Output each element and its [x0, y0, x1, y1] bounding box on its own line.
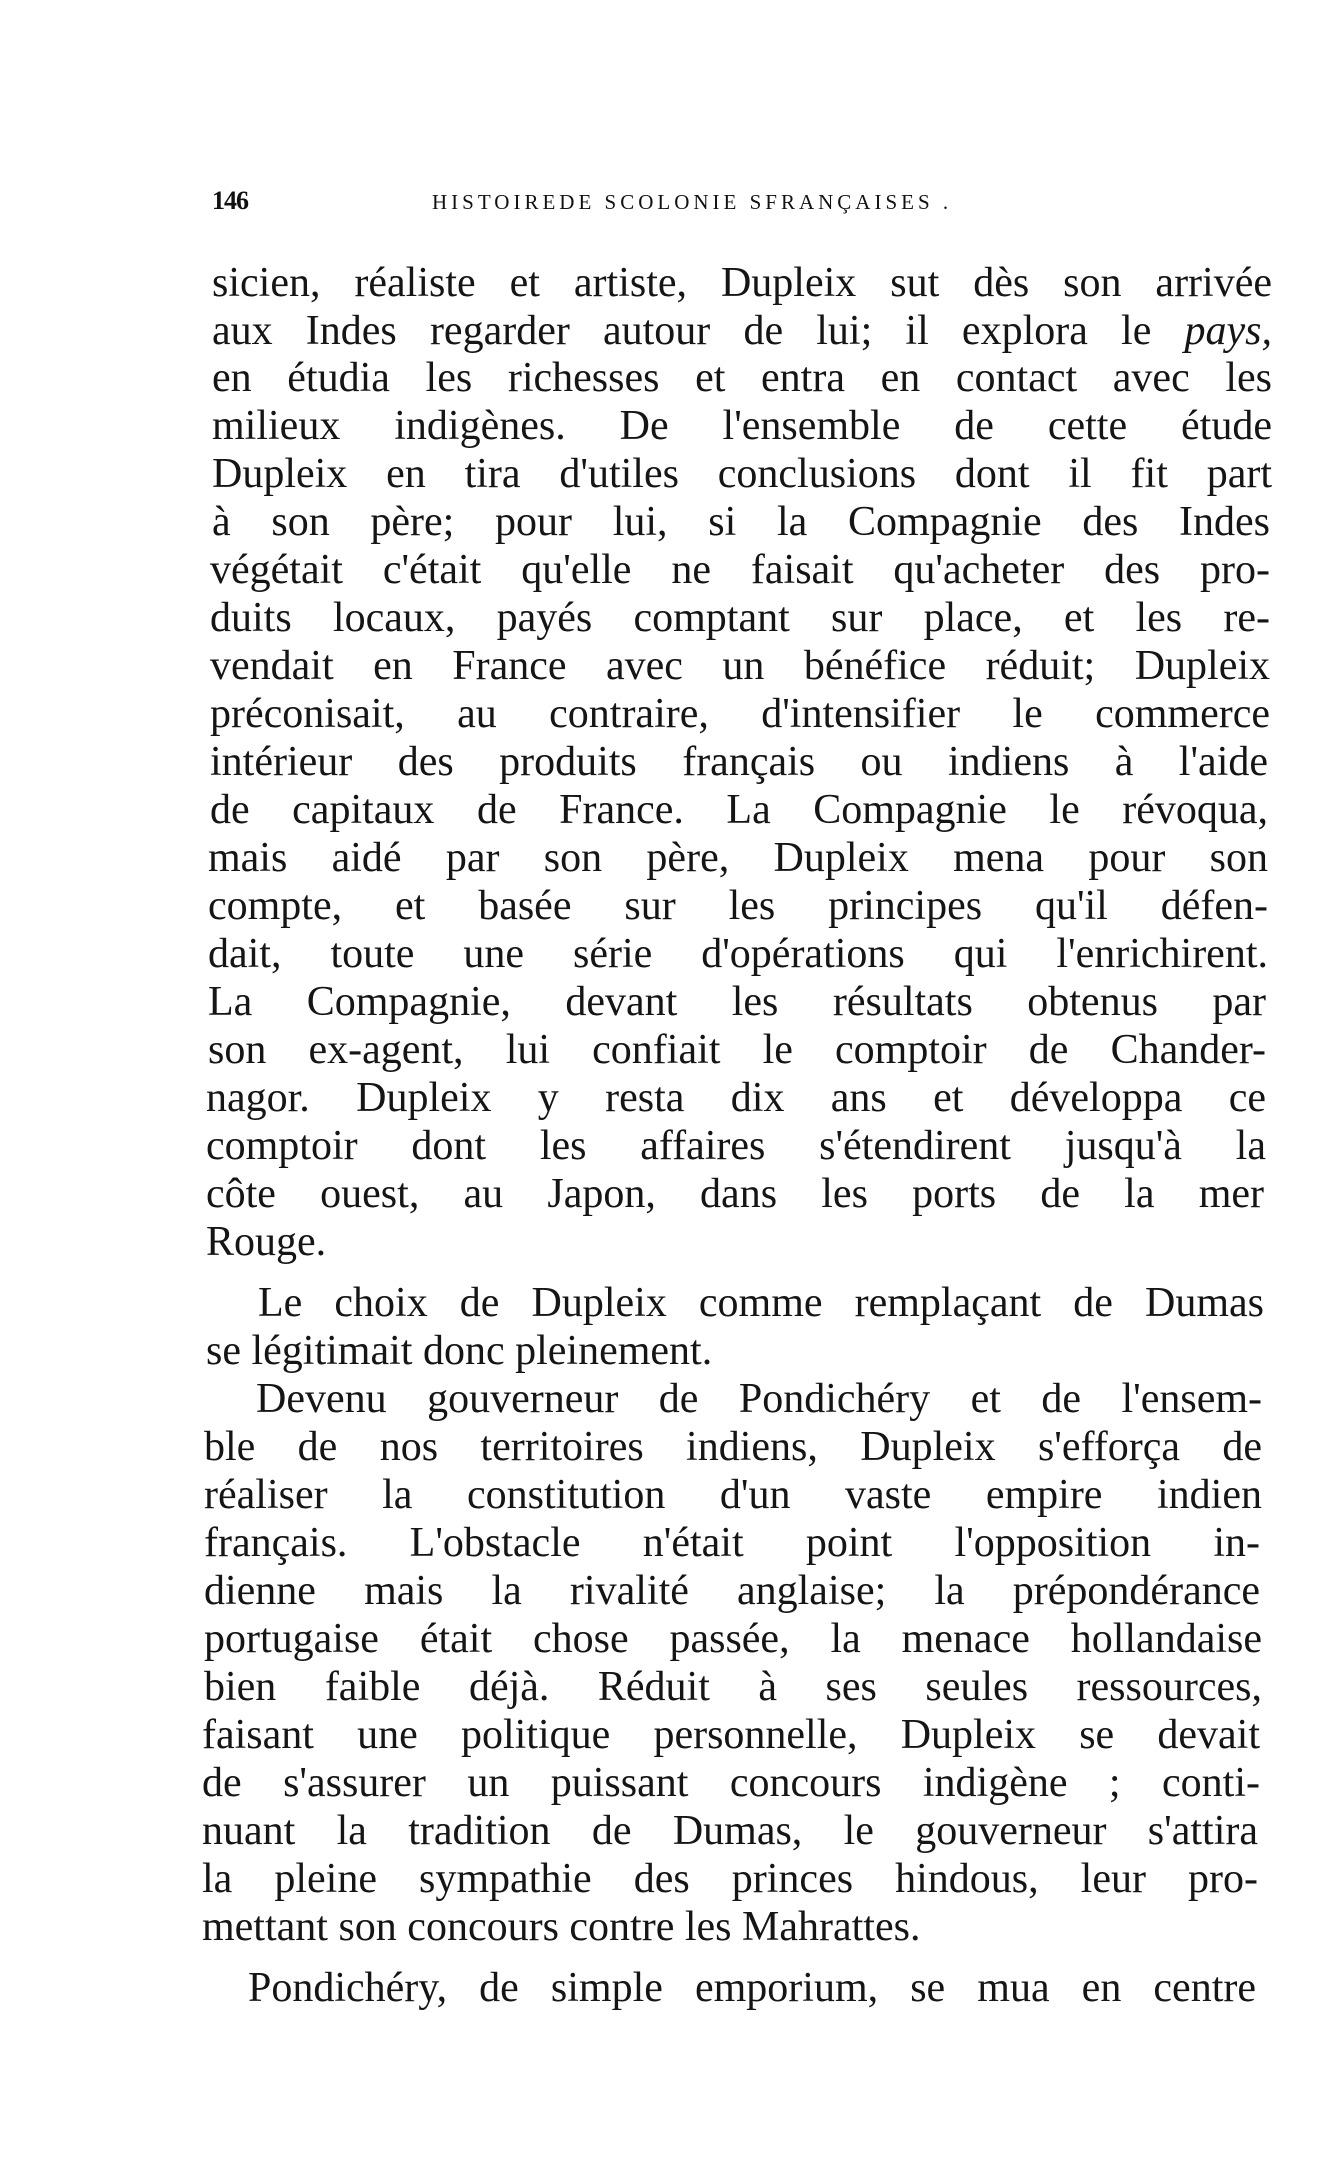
text-line: français. L'obstacle n'était point l'opposition in- [204, 1520, 1260, 1566]
text-line: à son père; pour lui, si la Compagnie des Indes [212, 499, 1270, 545]
text-line: son ex-agent, lui confiait le comptoir de Chander- [208, 1027, 1266, 1073]
text-line: faisant une politique personnelle, Dupleix se devait [202, 1712, 1260, 1758]
text-line: côte ouest, au Japon, dans les ports de la mer [206, 1171, 1264, 1217]
text-line: comptoir dont les affaires s'étendirent jusqu'à la [206, 1123, 1266, 1169]
text-line: bien faible déjà. Réduit à ses seules ressources, [204, 1664, 1262, 1710]
text-line: dait, toute une série d'opérations qui l'enrichirent. [208, 931, 1268, 977]
text-line: Dupleix en tira d'utiles conclusions dont il fit part [212, 451, 1272, 497]
text-line: Pondichéry, de simple emporium, se mua en centre [248, 1965, 1256, 2011]
text-line: se légitimait donc pleinement. [206, 1328, 713, 1374]
text-line: portugaise était chose passée, la menace hollandaise [204, 1616, 1262, 1662]
text-line: végétait c'était qu'elle ne faisait qu'acheter des pro- [210, 547, 1270, 593]
text-line: dienne mais la rivalité anglaise; la prépondérance [204, 1568, 1260, 1614]
text-line: mais aidé par son père, Dupleix mena pour son [208, 835, 1268, 881]
text-line: en étudia les richesses et entra en contact avec les [212, 355, 1272, 401]
text-line: de capitaux de France. La Compagnie le révoqua, [210, 787, 1268, 833]
text-line: nuant la tradition de Dumas, le gouverneur s'attira [202, 1808, 1258, 1854]
text-line: réaliser la constitution d'un vaste empire indien [204, 1472, 1262, 1518]
text-line: duits locaux, payés comptant sur place, et les re- [210, 595, 1270, 641]
text-line: compte, et basée sur les principes qu'il défen- [208, 883, 1268, 929]
text-line: Le choix de Dupleix comme remplaçant de Dumas [258, 1280, 1264, 1326]
text-line: vendait en France avec un bénéfice réduit; Dupleix [210, 643, 1270, 689]
text-line: nagor. Dupleix y resta dix ans et développa ce [206, 1075, 1266, 1121]
running-title: HISTOIREDE SCOLONIE SFRANÇAISES . [432, 190, 953, 214]
text-line: la pleine sympathie des princes hindous, leur pro- [202, 1856, 1258, 1902]
text-line: Devenu gouverneur de Pondichéry et de l'ensem- [256, 1376, 1262, 1422]
text-line: intérieur des produits français ou indiens à l'aide [210, 739, 1268, 785]
page-number: 146 [212, 186, 248, 215]
text-line: de s'assurer un puissant concours indigène ; conti- [202, 1760, 1260, 1806]
text-line: Rouge. [206, 1219, 327, 1265]
text-line: milieux indigènes. De l'ensemble de cette étude [212, 403, 1272, 449]
text-line: préconisait, au contraire, d'intensifier le commerce [210, 691, 1270, 737]
text-line: mettant son concours contre les Mahrattes. [202, 1904, 921, 1950]
text-line: ble de nos territoires indiens, Dupleix s'efforça de [204, 1424, 1262, 1470]
text-line: La Compagnie, devant les résultats obtenus par [208, 979, 1266, 1025]
page-header [212, 186, 1092, 226]
text-line: sicien, réaliste et artiste, Dupleix sut dès son arrivée [212, 260, 1272, 306]
text-line: aux Indes regarder autour de lui; il explora le pays, [212, 308, 1272, 354]
